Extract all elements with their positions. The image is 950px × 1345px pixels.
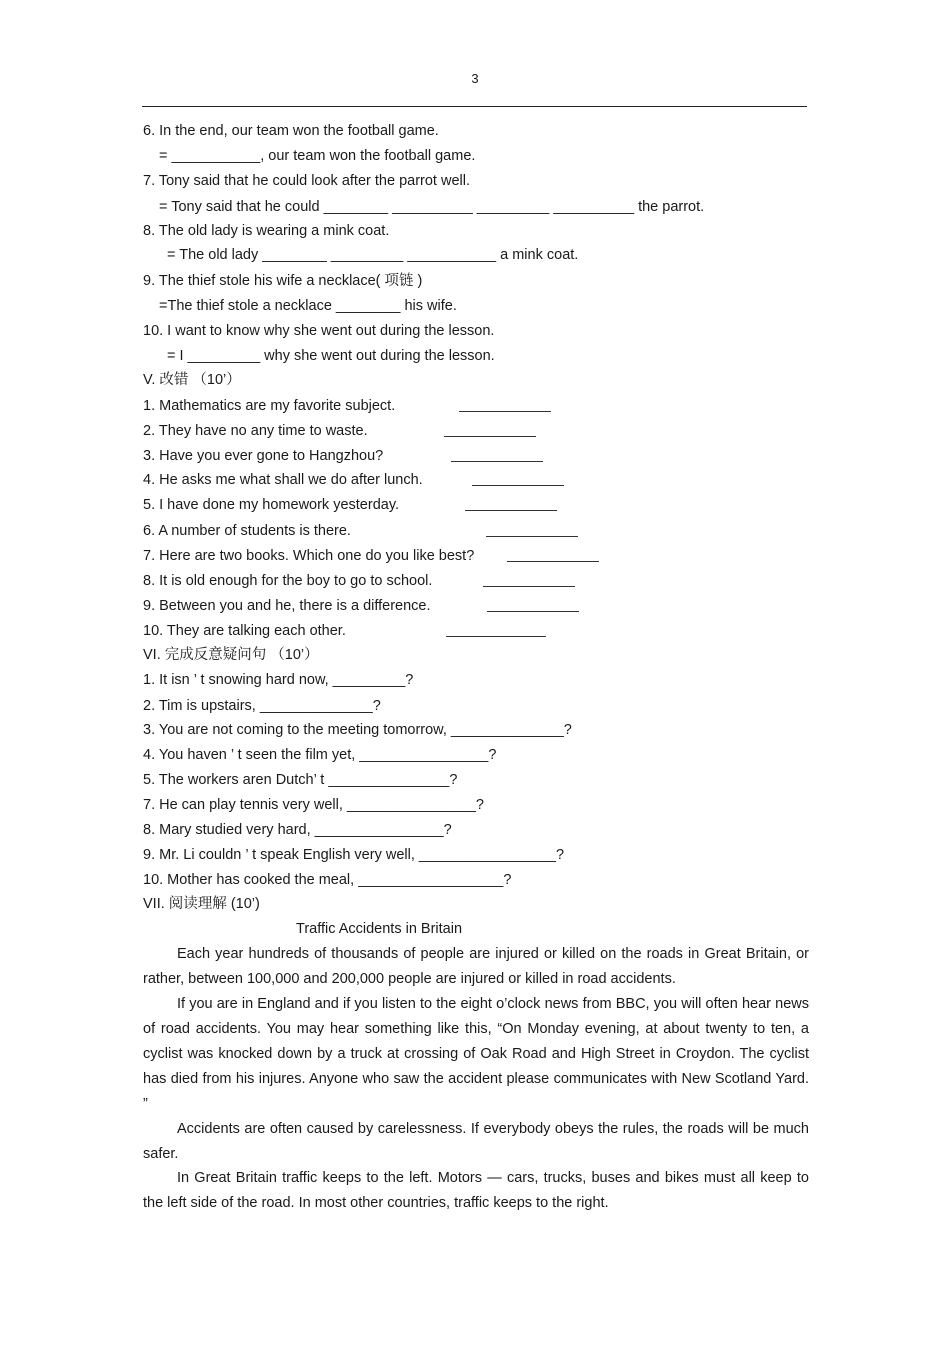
answer-blank[interactable] bbox=[459, 397, 551, 412]
tag-question-3: 3. You are not coming to the meeting tomorrow, ______________? bbox=[143, 722, 572, 738]
rewrite-question-8: 8. The old lady is wearing a mink coat. bbox=[143, 223, 390, 239]
tag-question-1: 1. It isn ’ t snowing hard now, _________? bbox=[143, 672, 414, 688]
passage-paragraph-2 bbox=[143, 992, 809, 1117]
answer-blank[interactable] bbox=[487, 597, 579, 612]
passage-paragraph-3 bbox=[143, 1117, 809, 1167]
answer-blank[interactable] bbox=[483, 572, 575, 587]
tag-question-9: 9. Mr. Li couldn ’ t speak English very well, _________________? bbox=[143, 847, 565, 863]
section-7-heading: VII. 阅读理解 (10’) bbox=[143, 896, 260, 912]
tag-question-5: 5. The workers aren Dutch’ t _______________? bbox=[143, 772, 458, 788]
error-item-7: 7. Here are two books. Which one do you like best? bbox=[143, 548, 475, 564]
paragraph-text: Accidents are often caused by carelessness. If everybody obeys the rules, the roads will be much safer. bbox=[143, 1121, 809, 1162]
paragraph-text: In Great Britain traffic keeps to the left. Motors — cars, trucks, buses and bikes must all keep to the left side of the road. In most other countries, traffic keeps to the right. bbox=[143, 1170, 809, 1211]
answer-blank[interactable] bbox=[465, 496, 557, 511]
rewrite-question-10: 10. I want to know why she went out during the lesson. bbox=[143, 323, 495, 339]
error-item-10: 10. They are talking each other. bbox=[143, 623, 346, 639]
answer-blank[interactable] bbox=[451, 447, 543, 462]
error-item-8: 8. It is old enough for the boy to go to school. bbox=[143, 573, 433, 589]
tag-question-4: 4. You haven ’ t seen the film yet, ________________? bbox=[143, 747, 497, 763]
paragraph-text: Each year hundreds of thousands of people are injured or killed on the roads in Great Britain, or rather, between 100,000 and 200,000 people are injured or killed in road accidents. bbox=[143, 946, 809, 987]
error-item-2: 2. They have no any time to waste. bbox=[143, 423, 368, 439]
rewrite-question-9: 9. The thief stole his wife a necklace( 项链 ) bbox=[143, 273, 423, 289]
answer-blank[interactable] bbox=[446, 622, 546, 637]
rewrite-question-7: 7. Tony said that he could look after the parrot well. bbox=[143, 173, 470, 189]
section-5-heading: V. 改错 （10’） bbox=[143, 372, 241, 388]
answer-blank[interactable] bbox=[444, 422, 536, 437]
answer-blank[interactable] bbox=[486, 522, 578, 537]
rewrite-answer-6: = ___________, our team won the football game. bbox=[159, 148, 476, 164]
tag-question-8: 8. Mary studied very hard, ________________? bbox=[143, 822, 452, 838]
answer-blank[interactable] bbox=[472, 471, 564, 486]
passage-title: Traffic Accidents in Britain bbox=[296, 921, 463, 937]
passage-paragraph-4 bbox=[143, 1166, 809, 1216]
header-rule bbox=[142, 106, 807, 107]
error-item-5: 5. I have done my homework yesterday. bbox=[143, 497, 400, 513]
rewrite-answer-8: = The old lady ________ _________ ___________ a mink coat. bbox=[167, 247, 579, 263]
rewrite-answer-10: = I _________ why she went out during the lesson. bbox=[167, 348, 495, 364]
tag-question-2: 2. Tim is upstairs, ______________? bbox=[143, 698, 381, 714]
error-item-3: 3. Have you ever gone to Hangzhou? bbox=[143, 448, 384, 464]
tag-question-10: 10. Mother has cooked the meal, __________________? bbox=[143, 872, 512, 888]
rewrite-answer-7: = Tony said that he could ________ __________ _________ __________ the parrot. bbox=[159, 199, 705, 215]
error-item-4: 4. He asks me what shall we do after lunch. bbox=[143, 472, 423, 488]
error-item-6: 6. A number of students is there. bbox=[143, 523, 351, 539]
rewrite-question-6: 6. In the end, our team won the football game. bbox=[143, 123, 439, 139]
section-6-heading: VI. 完成反意疑问句 （10’） bbox=[143, 647, 319, 663]
paragraph-text: If you are in England and if you listen to the eight o’clock news from BBC, you will often hear news of road accidents. You may hear something like this, “On Monday evening, at about twenty to ten, a cyclist was knocked down by a truck at crossing of Oak Road and High Street in Croydon. The cyclist has died from his injures. Anyone who saw the accident please communicates with New Scotland Yard. ” bbox=[143, 996, 809, 1112]
page-number: 3 bbox=[471, 71, 479, 86]
rewrite-answer-9: =The thief stole a necklace ________ his wife. bbox=[159, 298, 457, 314]
error-item-1: 1. Mathematics are my favorite subject. bbox=[143, 398, 396, 414]
tag-question-7: 7. He can play tennis very well, ________________? bbox=[143, 797, 484, 813]
passage-paragraph-1 bbox=[143, 942, 809, 992]
answer-blank[interactable] bbox=[507, 547, 599, 562]
error-item-9: 9. Between you and he, there is a difference. bbox=[143, 598, 431, 614]
